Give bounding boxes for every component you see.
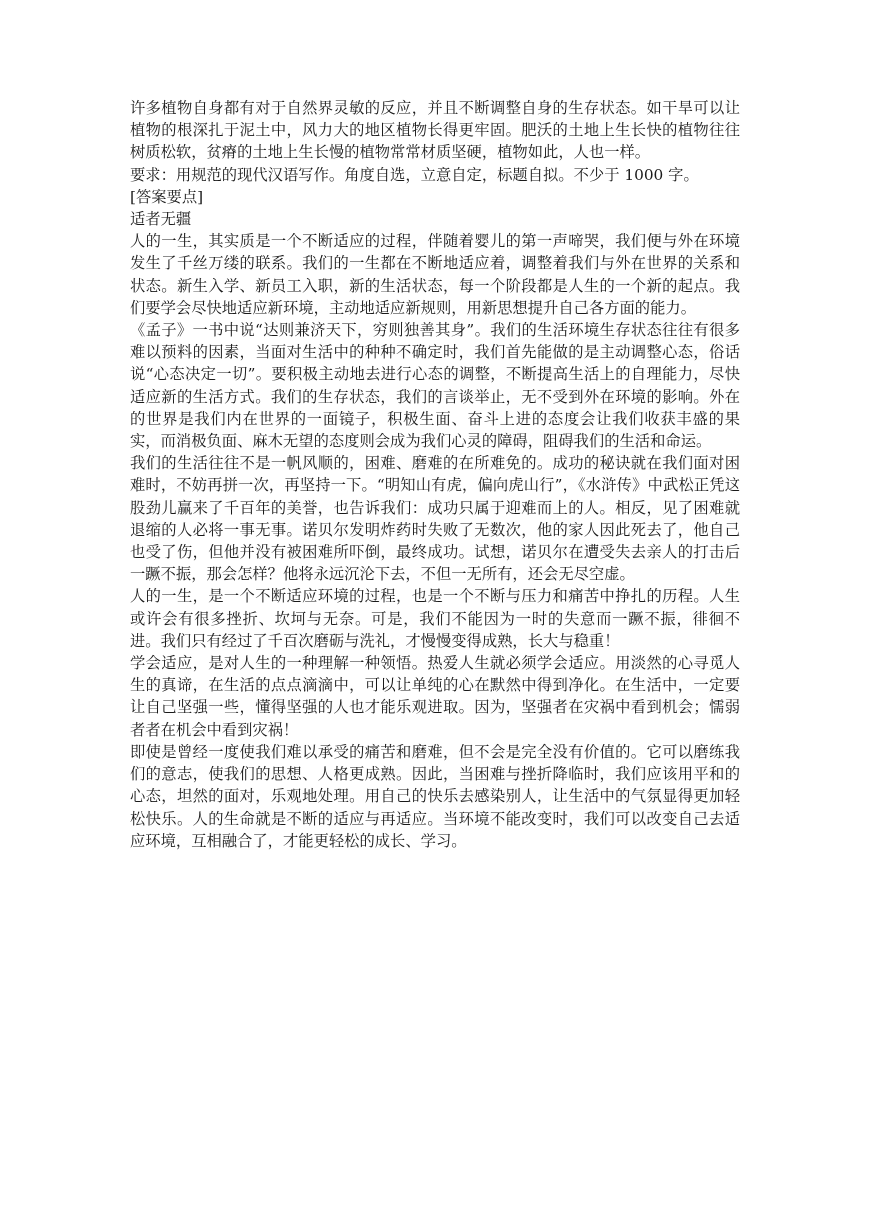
requirements-paragraph: 要求：用规范的现代汉语写作。角度自选，立意自定，标题自拟。不少于 1000 字。 xyxy=(130,165,699,184)
essay-title: 适者无疆 xyxy=(130,210,192,229)
prompt-paragraph: 许多植物自身都有对于自然界灵敏的反应，并且不断调整自身的生存状态。如干旱可以让植物的根深扎于泥土中，风力大的地区植物长得更牢固。肥沃的土地上生长快的植物往往树质松软，贫瘠的土地上生长慢的植物常常材质坚硬，植物如此，人也一样。 xyxy=(130,99,740,162)
essay-paragraph-4: 人的一生，是一个不断适应环境的过程，也是一个不断与压力和痛苦中挣扎的历程。人生或许会有很多挫折、坎坷与无奈。可是，我们不能因为一时的失意而一蹶不振，徘徊不进。我们只有经过了千百次磨砺与洗礼，才慢慢变得成熟，长大与稳重！ xyxy=(130,587,740,650)
essay-paragraph-5: 学会适应，是对人生的一种理解一种领悟。热爱人生就必须学会适应。用淡然的心寻觅人生的真谛，在生活的点点滴滴中，可以让单纯的心在默然中得到净化。在生活中，一定要让自己坚强一些，懂得坚强的人也才能乐观进取。因为，坚强者在灾祸中看到机会；懦弱者者在机会中看到灾祸！ xyxy=(130,654,740,739)
essay-paragraph-3: 我们的生活往往不是一帆风顺的，困难、磨难的在所难免的。成功的秘诀就在我们面对困难时，不妨再拼一次，再坚持一下。“明知山有虎，偏向虎山行”，《水浒传》中武松正凭这股劲儿赢来了千百年的美誉，也告诉我们：成功只属于迎难而上的人。相反，见了困难就退缩的人必将一事无事。诺贝尔发明炸药时失败了无数次，他的家人因此死去了，他自己也受了伤，但他并没有被困难所吓倒，最终成功。试想，诺贝尔在遭受失去亲人的打击后一蹶不振，那会怎样？他将永远沉沦下去，不但一无所有，还会无尽空虚。 xyxy=(130,454,740,584)
document-page xyxy=(130,97,740,852)
answer-header: [答案要点] xyxy=(130,187,204,206)
essay-paragraph-1: 人的一生，其实质是一个不断适应的过程，伴随着婴儿的第一声啼哭，我们便与外在环境发生了千丝万缕的联系。我们的一生都在不断地适应着，调整着我们与外在世界的关系和状态。新生入学、新员工入职，新的生活状态，每一个阶段都是人生的一个新的起点。我们要学会尽快地适应新环境，主动地适应新规则，用新思想提升自己各方面的能力。 xyxy=(130,232,740,317)
essay-paragraph-2: 《孟子》一书中说“达则兼济天下，穷则独善其身”。我们的生活环境生存状态往往有很多难以预料的因素，当面对生活中的种种不确定时，我们首先能做的是主动调整心态，俗话说“心态决定一切”。要积极主动地去进行心态的调整，不断提高生活上的自理能力，尽快适应新的生活方式。我们的生存状态，我们的言谈举止，无不受到外在环境的影响。外在的世界是我们内在世界的一面镜子，积极生面、奋斗上进的态度会让我们收获丰盛的果实，而消极负面、麻木无望的态度则会成为我们心灵的障碍，阻碍我们的生活和命运。 xyxy=(130,321,740,451)
essay-paragraph-6: 即使是曾经一度使我们难以承受的痛苦和磨难，但不会是完全没有价值的。它可以磨练我们的意志，使我们的思想、人格更成熟。因此，当困难与挫折降临时，我们应该用平和的心态，坦然的面对，乐观地处理。用自己的快乐去感染别人，让生活中的气氛显得更加轻松快乐。人的生命就是不断的适应与再适应。当环境不能改变时，我们可以改变自己去适应环境，互相融合了，才能更轻松的成长、学习。 xyxy=(130,742,740,850)
